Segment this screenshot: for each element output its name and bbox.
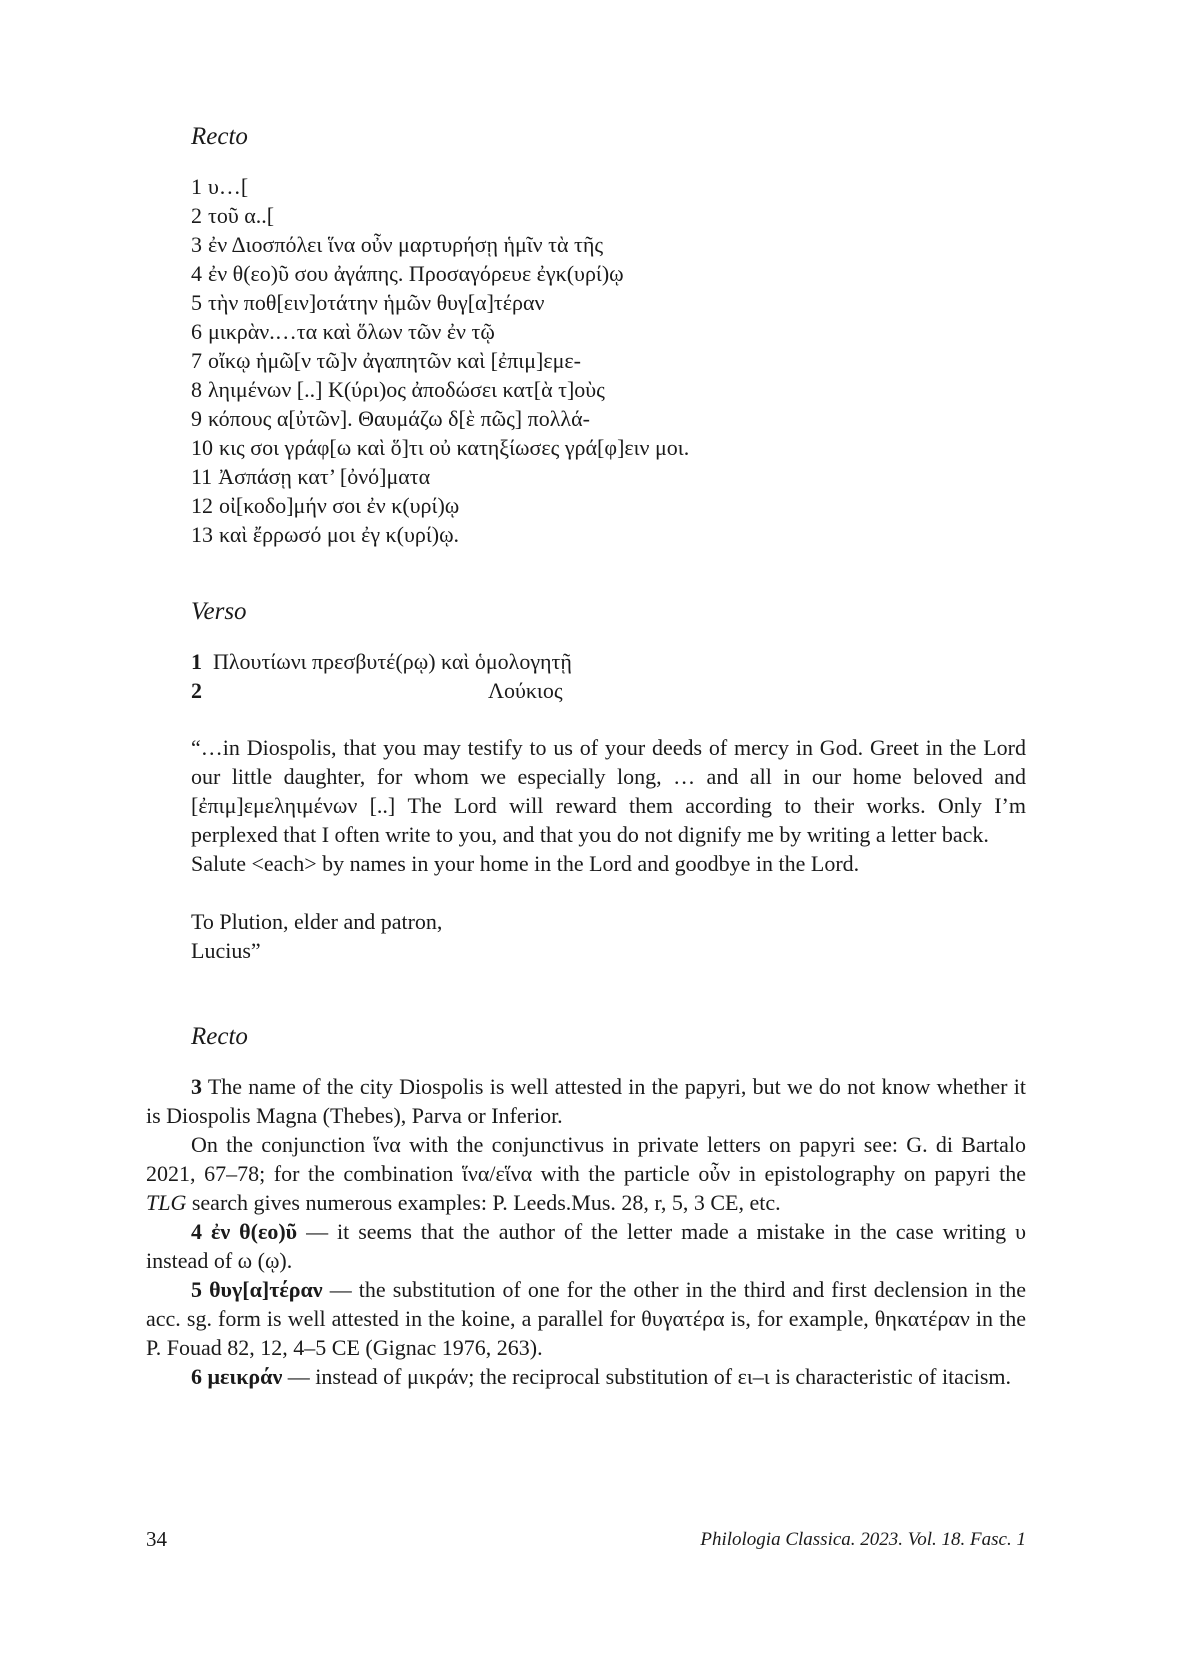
line-number: 13 [191, 522, 213, 547]
line-text: τοῦ α..[ [208, 203, 275, 228]
translation-signature: Lucius” [191, 938, 261, 963]
line-number: 8 [191, 377, 202, 402]
line-text: Λούκιος [488, 678, 563, 703]
commentary-heading: Recto [191, 1023, 248, 1050]
note-number: 4 [191, 1219, 202, 1244]
line-number: 1 [191, 649, 202, 674]
recto-heading: Recto [191, 123, 248, 150]
line-text: ληιμένων [..] Κ(ύρι)ος ἀποδώσει κατ[ὰ τ]οὺς [208, 377, 605, 402]
recto-line [191, 462, 689, 491]
note-number: 6 [191, 1364, 202, 1389]
note-lemma: ἐν θ(εο)ῦ [202, 1219, 298, 1244]
line-text: οἴκῳ ἡμῶ[ν τῶ]ν ἀγαπητῶν καὶ [ἐπιμ]εμε- [208, 348, 581, 373]
line-number: 2 [191, 678, 202, 703]
line-number: 1 [191, 174, 202, 199]
recto-line [191, 317, 689, 346]
recto-line [191, 433, 689, 462]
note-text: — it seems that the author of the letter made a mistake in the case writing υ instead of ω (ῳ). [146, 1219, 1027, 1273]
recto-line [191, 288, 689, 317]
journal-citation: Philologia Classica. 2023. Vol. 18. Fasc. 1 [700, 1529, 1026, 1550]
line-number: 7 [191, 348, 202, 373]
note-number: 5 [191, 1277, 202, 1302]
line-text: τὴν ποθ[ειν]οτάτην ἡμῶν θυγ[α]τέραν [208, 290, 545, 315]
line-number: 4 [191, 261, 202, 286]
translation-paragraph: “…in Diospolis, that you may testify to us of your deeds of mercy in God. Greet in the Lord our little daughter, for whom we especially long, … and all in our home beloved and [ἐπιμ]εμεληιμένων [..] The Lord will reward them according to their works. Only I’m perplexed that I often write to you, and that you do not dignify me by writing a letter back. [191, 735, 1026, 847]
verso-text [191, 647, 1026, 705]
commentary-note-5 [146, 1275, 1026, 1362]
line-number: 2 [191, 203, 202, 228]
translation-paragraph: Salute <each> by names in your home in the Lord and goodbye in the Lord. [191, 851, 860, 876]
commentary-note-4 [146, 1217, 1026, 1275]
line-text: οἰ[κοδο]μήν σοι ἐν κ(υρί)ῳ [219, 493, 460, 518]
commentary-note-3b [146, 1130, 1026, 1217]
line-text: μικρὰν.…τα καὶ ὅλων τῶν ἐν τῷ [208, 319, 495, 344]
line-text: υ…[ [208, 174, 249, 199]
recto-line [191, 404, 689, 433]
translation [191, 733, 1026, 965]
line-number: 10 [191, 435, 213, 460]
line-text: καὶ ἔρρωσό μοι ἐγ κ(υρί)ῳ. [219, 522, 460, 547]
note-text: — instead of μικράν; the reciprocal substitution of ει–ι is characteristic of itacism. [282, 1364, 1011, 1389]
line-number: 3 [191, 232, 202, 257]
commentary-note-6 [146, 1362, 1026, 1391]
verso-line [191, 647, 1026, 676]
note-lemma: μεικράν [202, 1364, 283, 1389]
line-text: Ἀσπάσῃ κατ’ [ὀνό]ματα [218, 464, 431, 489]
tlg-abbreviation: TLG [146, 1190, 187, 1215]
recto-line [191, 201, 689, 230]
recto-line [191, 520, 689, 549]
note-text: search gives numerous examples: P. Leeds.Mus. 28, r, 5, 3 CE, etc. [186, 1190, 781, 1215]
line-number: 12 [191, 493, 213, 518]
recto-line [191, 491, 689, 520]
translation-address: To Plution, elder and patron, [191, 909, 443, 934]
line-text: Πλουτίωνι πρεσβυτέ(ρῳ) καὶ ὁμολογητῇ [213, 649, 572, 674]
recto-line [191, 375, 689, 404]
line-number: 5 [191, 290, 202, 315]
recto-line [191, 346, 689, 375]
commentary [146, 1072, 1026, 1391]
line-number: 9 [191, 406, 202, 431]
line-text: κις σοι γράφ[ω καὶ ὅ]τι οὐ κατηξίωσες γρά[φ]ειν μοι. [219, 435, 690, 460]
recto-line [191, 230, 689, 259]
verso-heading: Verso [191, 598, 247, 625]
line-number: 11 [191, 464, 213, 489]
note-lemma: θυγ[α]τέραν [202, 1277, 323, 1302]
note-text: The name of the city Diospolis is well attested in the papyri, but we do not know whether it is Diospolis Magna (Thebes), Parva or Inferior. [146, 1074, 1026, 1128]
line-text: ἐν Διοσπόλει ἵνα οὖν μαρτυρήσῃ ἡμῖν τὰ τῆς [208, 232, 604, 257]
page-number: 34 [146, 1527, 167, 1551]
recto-line [191, 259, 689, 288]
note-text: — the substitution of one for the other in the third and first declension in the acc. sg. form is well attested in the koine, a parallel for θυγατέρα is, for example, θηκατέραν in the P. Fouad 82, 12, 4–5 CE (Gignac 1976, 263). [146, 1277, 1026, 1360]
line-number: 6 [191, 319, 202, 344]
line-text: κόπους α[ὐτῶν]. Θαυμάζω δ[ὲ πῶς] πολλά- [208, 406, 590, 431]
commentary-note-3 [146, 1072, 1026, 1130]
verso-line [191, 676, 1026, 705]
line-text: ἐν θ(εο)ῦ σου ἀγάπης. Προσαγόρευε ἐγκ(υρί)ῳ [208, 261, 624, 286]
recto-text [191, 172, 689, 549]
note-number: 3 [191, 1074, 202, 1099]
note-text: On the conjunction ἵνα with the conjunctivus in private letters on papyri see: G. di Bartalo 2021, 67–78; for the combination ἵνα/εἵνα with the particle οὖν in epistolography on papyri the [146, 1132, 1026, 1186]
recto-line [191, 172, 689, 201]
